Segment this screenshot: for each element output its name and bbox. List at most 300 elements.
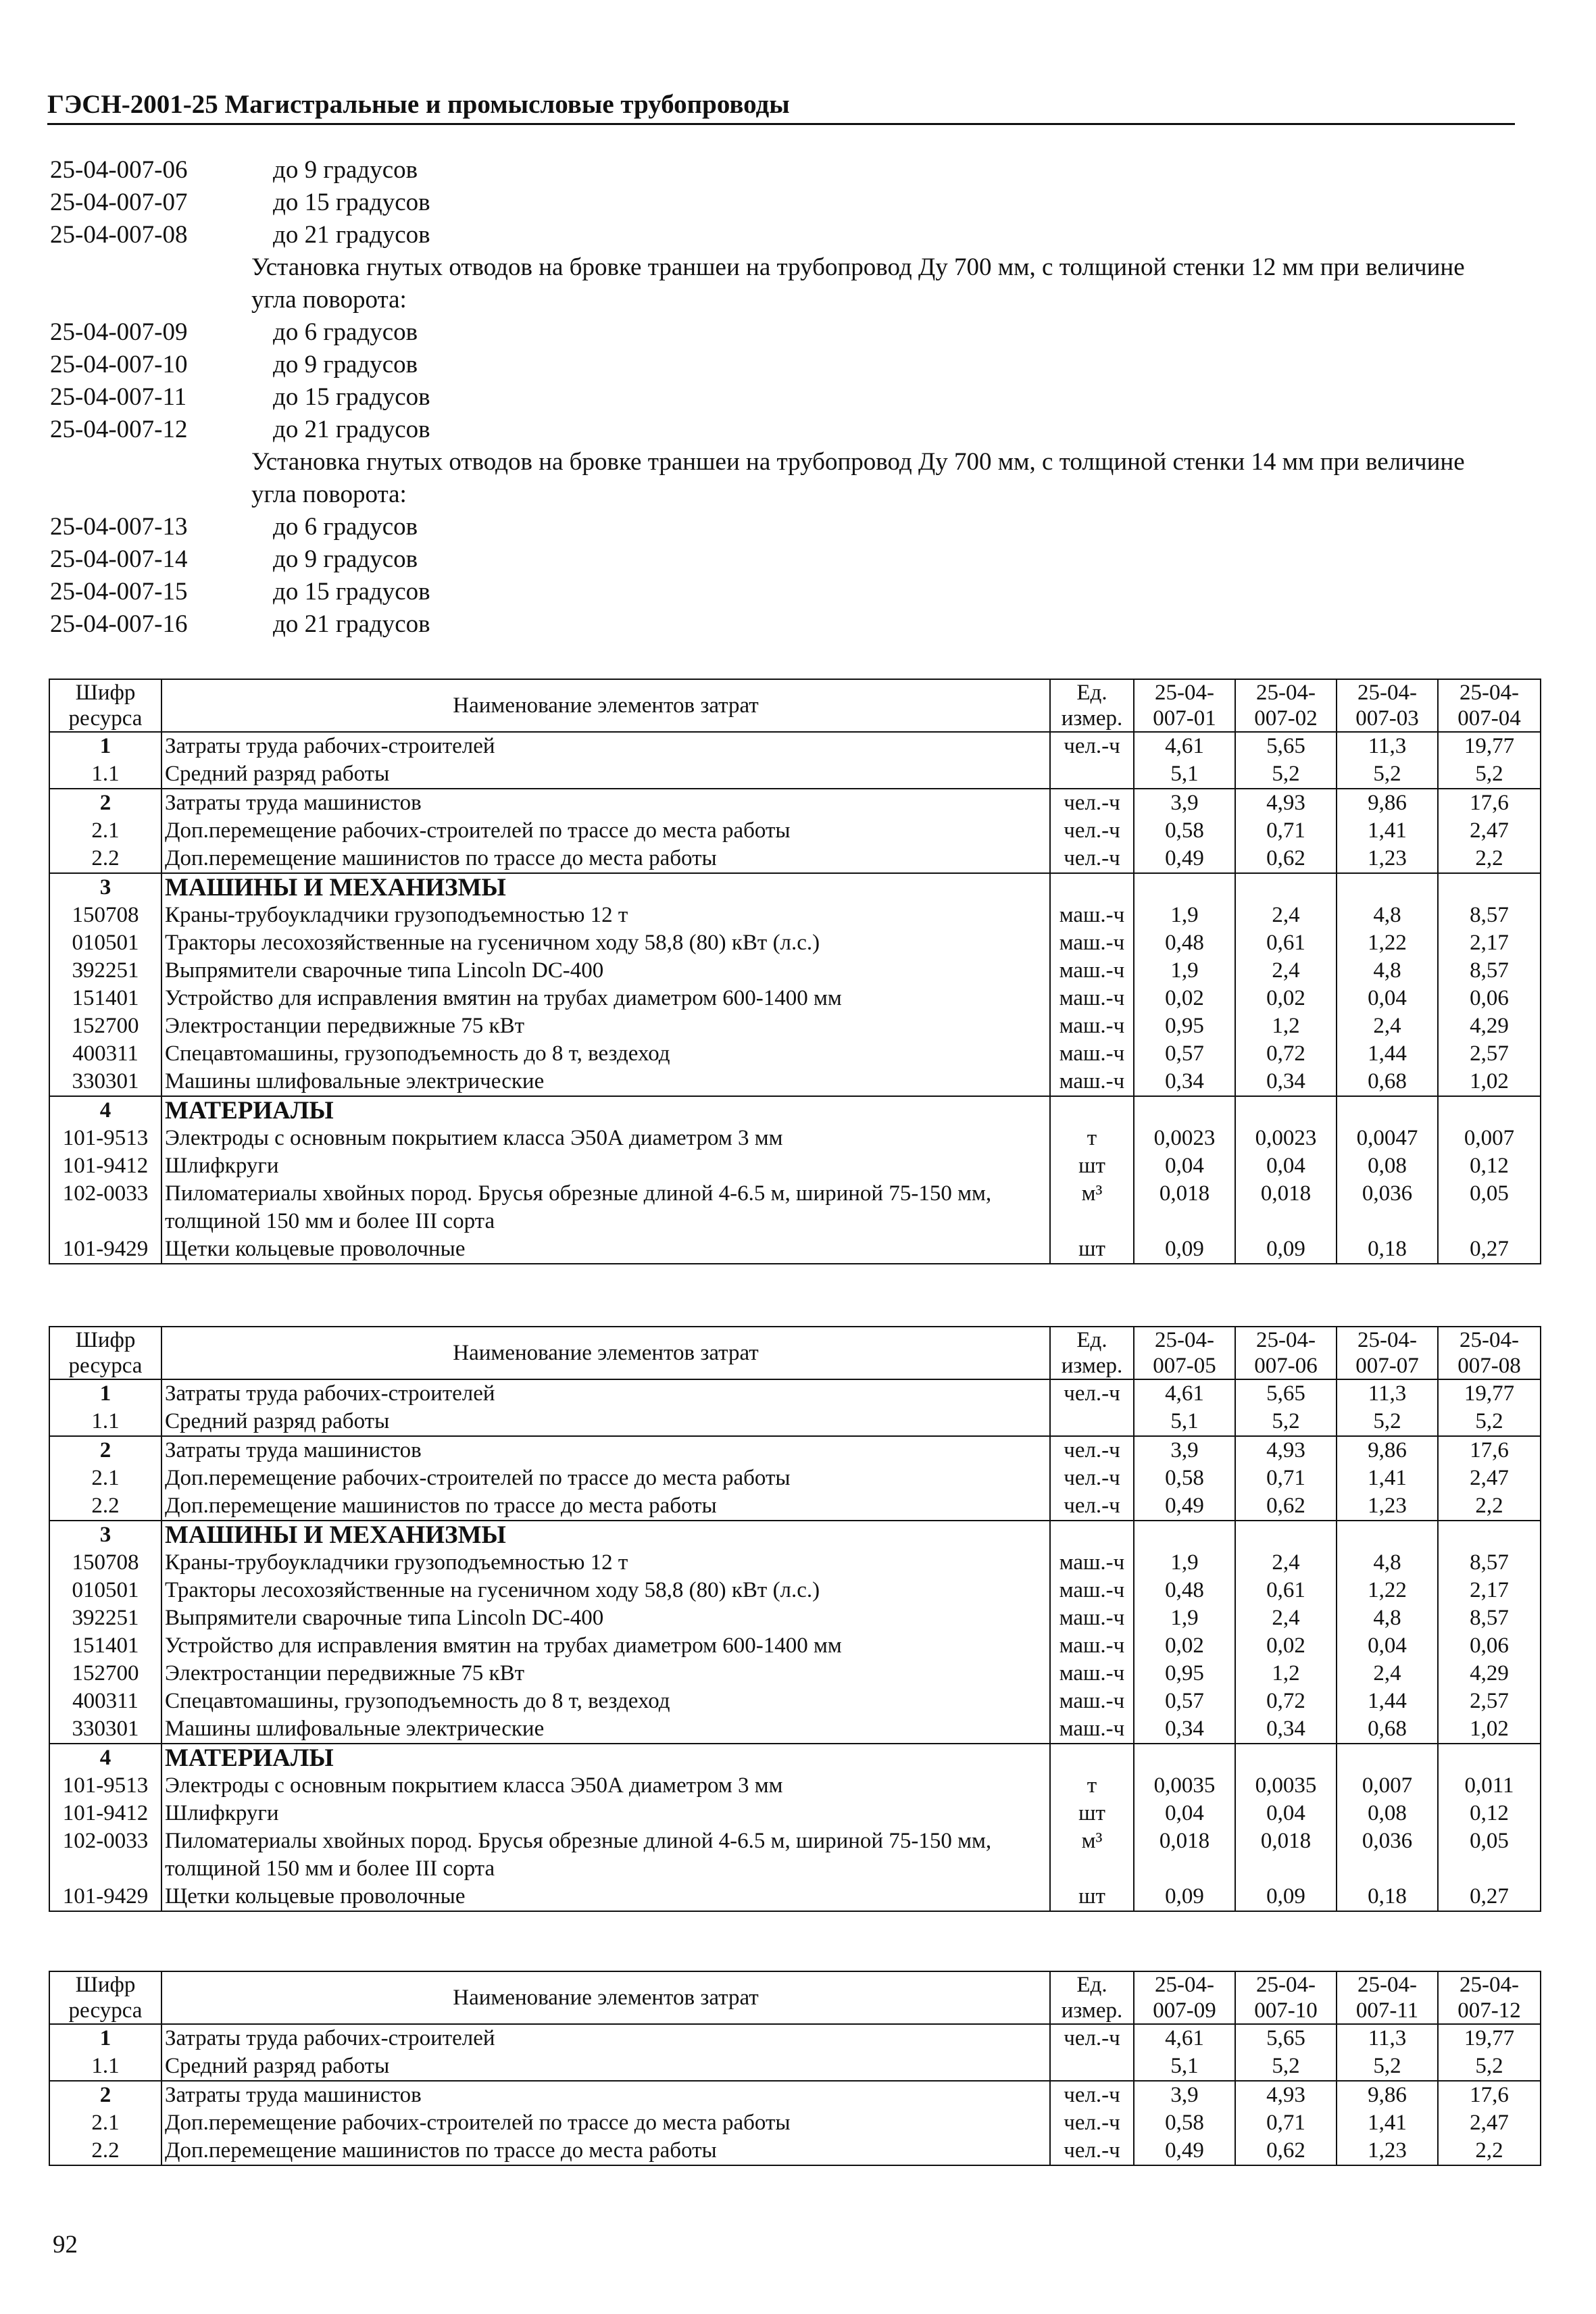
- value: 0,34: [1235, 1715, 1337, 1744]
- intro-item-code: 25-04-007-06: [50, 156, 188, 184]
- value: 0,57: [1134, 1040, 1235, 1068]
- unit: маш.-ч: [1050, 1604, 1134, 1632]
- unit: м³: [1050, 1180, 1134, 1235]
- value: 0,0047: [1337, 1125, 1438, 1152]
- resource-name: Пиломатериалы хвойных пород. Брусья обрезные длиной 4-6.5 м, шириной 75-150 мм, толщиной 150 мм и более III сорта: [161, 1827, 1050, 1883]
- value: 17,6: [1438, 789, 1541, 817]
- header-name: Наименование элементов затрат: [161, 1971, 1050, 2024]
- value: 0,09: [1235, 1235, 1337, 1264]
- value: 11,3: [1337, 732, 1438, 760]
- table-row: [49, 1604, 1541, 1632]
- intro-item-code: 25-04-007-07: [50, 189, 188, 216]
- value: 0,09: [1235, 1883, 1337, 1911]
- table-row: [49, 1492, 1541, 1521]
- unit: м³: [1050, 1827, 1134, 1883]
- value: 1,41: [1337, 817, 1438, 845]
- unit: маш.-ч: [1050, 1660, 1134, 1688]
- value: 4,93: [1235, 789, 1337, 817]
- value: 4,8: [1337, 957, 1438, 985]
- value: 1,22: [1337, 929, 1438, 957]
- resource-code: 1.1: [49, 1408, 161, 1436]
- resource-code: 152700: [49, 1012, 161, 1040]
- header-column: 25-04- 007-08: [1438, 1327, 1541, 1379]
- value: 2,4: [1337, 1012, 1438, 1040]
- table-row: [49, 1800, 1541, 1827]
- resource-code: 101-9513: [49, 1772, 161, 1800]
- value: 0,62: [1235, 2137, 1337, 2165]
- value: 2,47: [1438, 1464, 1541, 1492]
- value: 0,05: [1438, 1827, 1541, 1883]
- value: 0,018: [1235, 1180, 1337, 1235]
- resource-code: 2: [49, 2081, 161, 2109]
- value: 0,27: [1438, 1235, 1541, 1264]
- section-title: МАТЕРИАЛЫ: [161, 1744, 1050, 1772]
- table-row: [49, 1068, 1541, 1096]
- value: 5,2: [1337, 2052, 1438, 2081]
- value: 5,2: [1337, 760, 1438, 789]
- value: 0,57: [1134, 1688, 1235, 1715]
- value: 0,18: [1337, 1235, 1438, 1264]
- value: 5,65: [1235, 2024, 1337, 2052]
- header-column: 25-04- 007-02: [1235, 679, 1337, 732]
- resource-code: 101-9412: [49, 1800, 161, 1827]
- value: 19,77: [1438, 2024, 1541, 2052]
- value: 4,29: [1438, 1660, 1541, 1688]
- resource-name: Доп.перемещение машинистов по трассе до места работы: [161, 1492, 1050, 1521]
- intro-item-text: до 6 градусов: [273, 318, 418, 346]
- value: 2,4: [1235, 902, 1337, 929]
- resource-name: Затраты труда рабочих-строителей: [161, 2024, 1050, 2052]
- value: 5,2: [1235, 2052, 1337, 2081]
- value: 3,9: [1134, 2081, 1235, 2109]
- value: 0,011: [1438, 1772, 1541, 1800]
- value: 1,22: [1337, 1577, 1438, 1604]
- unit: чел.-ч: [1050, 1436, 1134, 1464]
- value: 0,04: [1337, 1632, 1438, 1660]
- value: 0,34: [1134, 1715, 1235, 1744]
- value: [1337, 1521, 1438, 1549]
- value: 8,57: [1438, 1549, 1541, 1577]
- value: 0,34: [1134, 1068, 1235, 1096]
- resource-code: 330301: [49, 1715, 161, 1744]
- table-row: [49, 1688, 1541, 1715]
- value: 19,77: [1438, 1379, 1541, 1408]
- intro-item: [50, 543, 1510, 576]
- unit: [1050, 873, 1134, 902]
- resource-code: 2.1: [49, 817, 161, 845]
- header-code: Шифр ресурса: [49, 679, 161, 732]
- table-row: [49, 1436, 1541, 1464]
- value: 5,2: [1235, 760, 1337, 789]
- value: 0,48: [1134, 1577, 1235, 1604]
- value: 0,018: [1235, 1827, 1337, 1883]
- table-row: [49, 1549, 1541, 1577]
- value: 2,47: [1438, 817, 1541, 845]
- unit: шт: [1050, 1883, 1134, 1911]
- resource-name: Пиломатериалы хвойных пород. Брусья обрезные длиной 4-6.5 м, шириной 75-150 мм, толщиной 150 мм и более III сорта: [161, 1180, 1050, 1235]
- value: 5,65: [1235, 1379, 1337, 1408]
- table-row: [49, 1715, 1541, 1744]
- value: 8,57: [1438, 902, 1541, 929]
- table-row: [49, 985, 1541, 1012]
- table-row: [49, 1040, 1541, 1068]
- intro-item-text: до 15 градусов: [273, 383, 430, 411]
- table-row: [49, 1180, 1541, 1235]
- value: [1337, 1744, 1438, 1772]
- intro-item: [50, 219, 1510, 251]
- intro-item-code: 25-04-007-15: [50, 578, 188, 606]
- resource-name: Выпрямители сварочные типа Lincoln DC-400: [161, 1604, 1050, 1632]
- value: 0,62: [1235, 845, 1337, 873]
- resource-name: Устройство для исправления вмятин на трубах диаметром 600-1400 мм: [161, 985, 1050, 1012]
- table-header-row: [49, 679, 1541, 732]
- value: 5,1: [1134, 2052, 1235, 2081]
- resource-code: 330301: [49, 1068, 161, 1096]
- header-unit: Ед. измер.: [1050, 1971, 1134, 2024]
- unit: чел.-ч: [1050, 789, 1134, 817]
- resource-code: 3: [49, 1521, 161, 1549]
- resource-name: Спецавтомашины, грузоподъемность до 8 т, вездеход: [161, 1040, 1050, 1068]
- value: 0,58: [1134, 817, 1235, 845]
- section-row: [49, 1521, 1541, 1549]
- table-row: [49, 1408, 1541, 1436]
- value: 0,12: [1438, 1800, 1541, 1827]
- resource-code: 2: [49, 1436, 161, 1464]
- header-column: 25-04- 007-05: [1134, 1327, 1235, 1379]
- resource-name: Машины шлифовальные электрические: [161, 1068, 1050, 1096]
- resource-table-1: [49, 679, 1541, 1264]
- header-column: 25-04- 007-04: [1438, 679, 1541, 732]
- resource-code: 4: [49, 1744, 161, 1772]
- value: 0,036: [1337, 1180, 1438, 1235]
- value: 5,2: [1438, 760, 1541, 789]
- resource-name: Электроды с основным покрытием класса Э50А диаметром 3 мм: [161, 1772, 1050, 1800]
- unit: [1050, 1408, 1134, 1436]
- intro-item: [50, 187, 1510, 219]
- value: 0,68: [1337, 1715, 1438, 1744]
- intro-item-text: до 15 градусов: [273, 578, 430, 606]
- intro-item-text: до 21 градусов: [273, 416, 430, 443]
- value: 0,06: [1438, 985, 1541, 1012]
- resource-name: Затраты труда машинистов: [161, 789, 1050, 817]
- resource-code: 4: [49, 1096, 161, 1125]
- value: [1235, 1096, 1337, 1125]
- intro-item-text: до 15 градусов: [273, 189, 430, 216]
- resource-code: 2.2: [49, 1492, 161, 1521]
- unit: маш.-ч: [1050, 985, 1134, 1012]
- value: 1,23: [1337, 1492, 1438, 1521]
- value: [1438, 1096, 1541, 1125]
- table-row: [49, 1012, 1541, 1040]
- value: 0,12: [1438, 1152, 1541, 1180]
- header-code: Шифр ресурса: [49, 1971, 161, 2024]
- value: 0,007: [1337, 1772, 1438, 1800]
- value: 4,8: [1337, 902, 1438, 929]
- intro-item-code: 25-04-007-13: [50, 513, 188, 541]
- intro-item-code: 25-04-007-11: [50, 383, 187, 411]
- unit: маш.-ч: [1050, 1688, 1134, 1715]
- unit: маш.-ч: [1050, 1012, 1134, 1040]
- resource-name: Щетки кольцевые проволочные: [161, 1883, 1050, 1911]
- unit: чел.-ч: [1050, 2024, 1134, 2052]
- value: 4,29: [1438, 1012, 1541, 1040]
- header-column: 25-04- 007-07: [1337, 1327, 1438, 1379]
- resource-code: 2.1: [49, 1464, 161, 1492]
- value: 0,0023: [1134, 1125, 1235, 1152]
- resource-name: Тракторы лесохозяйственные на гусеничном ходу 58,8 (80) кВт (л.с.): [161, 929, 1050, 957]
- value: 0,02: [1235, 1632, 1337, 1660]
- resource-code: 3: [49, 873, 161, 902]
- table-row: [49, 957, 1541, 985]
- resource-name: Тракторы лесохозяйственные на гусеничном ходу 58,8 (80) кВт (л.с.): [161, 1577, 1050, 1604]
- value: 2,57: [1438, 1688, 1541, 1715]
- intro-item-code: 25-04-007-10: [50, 351, 188, 378]
- unit: шт: [1050, 1235, 1134, 1264]
- value: [1235, 1744, 1337, 1772]
- unit: маш.-ч: [1050, 1577, 1134, 1604]
- resource-code: 152700: [49, 1660, 161, 1688]
- intro-item-text: до 6 градусов: [273, 513, 418, 541]
- value: [1235, 873, 1337, 902]
- header-column: 25-04- 007-11: [1337, 1971, 1438, 2024]
- value: 0,61: [1235, 929, 1337, 957]
- unit: чел.-ч: [1050, 2137, 1134, 2165]
- value: [1438, 1744, 1541, 1772]
- value: 0,08: [1337, 1152, 1438, 1180]
- resource-code: 010501: [49, 929, 161, 957]
- section-row: [49, 1096, 1541, 1125]
- resource-code: 1.1: [49, 2052, 161, 2081]
- value: 0,49: [1134, 2137, 1235, 2165]
- table-row: [49, 1632, 1541, 1660]
- header-column: 25-04- 007-03: [1337, 679, 1438, 732]
- table-row: [49, 2137, 1541, 2165]
- resource-code: 2.2: [49, 845, 161, 873]
- value: 1,41: [1337, 1464, 1438, 1492]
- value: 4,61: [1134, 2024, 1235, 2052]
- header-rule: [47, 123, 1515, 125]
- value: 5,2: [1438, 2052, 1541, 2081]
- value: 0,0035: [1235, 1772, 1337, 1800]
- value: 4,61: [1134, 1379, 1235, 1408]
- intro-item-text: до 9 градусов: [273, 351, 418, 378]
- header-unit: Ед. измер.: [1050, 679, 1134, 732]
- value: 8,57: [1438, 957, 1541, 985]
- intro-item-code: 25-04-007-12: [50, 416, 188, 443]
- resource-name: Шлифкруги: [161, 1152, 1050, 1180]
- page-number: 92: [53, 2231, 78, 2259]
- table-row: [49, 817, 1541, 845]
- value: 5,2: [1438, 1408, 1541, 1436]
- value: 0,49: [1134, 845, 1235, 873]
- header-name: Наименование элементов затрат: [161, 679, 1050, 732]
- value: 0,06: [1438, 1632, 1541, 1660]
- value: 1,23: [1337, 845, 1438, 873]
- intro-item-code: 25-04-007-14: [50, 545, 188, 573]
- table-row: [49, 929, 1541, 957]
- table-header-row: [49, 1971, 1541, 2024]
- resource-name: Спецавтомашины, грузоподъемность до 8 т, вездеход: [161, 1688, 1050, 1715]
- value: 11,3: [1337, 1379, 1438, 1408]
- resource-code: 2.1: [49, 2109, 161, 2137]
- resource-name: Доп.перемещение рабочих-строителей по трассе до места работы: [161, 1464, 1050, 1492]
- table-row: [49, 2052, 1541, 2081]
- value: [1438, 873, 1541, 902]
- intro-item-text: до 21 градусов: [273, 610, 430, 638]
- unit: чел.-ч: [1050, 1492, 1134, 1521]
- unit: шт: [1050, 1152, 1134, 1180]
- resource-name: Затраты труда машинистов: [161, 1436, 1050, 1464]
- section-row: [49, 1744, 1541, 1772]
- intro-item: [50, 576, 1510, 608]
- resource-code: 102-0033: [49, 1180, 161, 1235]
- header-unit: Ед. измер.: [1050, 1327, 1134, 1379]
- value: 2,4: [1337, 1660, 1438, 1688]
- unit: [1050, 1744, 1134, 1772]
- value: [1337, 1096, 1438, 1125]
- table-row: [49, 1827, 1541, 1883]
- resource-name: Электростанции передвижные 75 кВт: [161, 1660, 1050, 1688]
- value: 2,2: [1438, 845, 1541, 873]
- value: 5,65: [1235, 732, 1337, 760]
- table-row: [49, 1464, 1541, 1492]
- resource-name: Средний разряд работы: [161, 760, 1050, 789]
- value: 2,4: [1235, 1549, 1337, 1577]
- value: 5,1: [1134, 760, 1235, 789]
- value: 2,17: [1438, 1577, 1541, 1604]
- resource-name: Затраты труда рабочих-строителей: [161, 732, 1050, 760]
- value: 0,95: [1134, 1660, 1235, 1688]
- value: 0,58: [1134, 2109, 1235, 2137]
- value: 1,41: [1337, 2109, 1438, 2137]
- table-row: [49, 1772, 1541, 1800]
- resource-name: Доп.перемещение рабочих-строителей по трассе до места работы: [161, 2109, 1050, 2137]
- resource-code: 1: [49, 2024, 161, 2052]
- value: 3,9: [1134, 789, 1235, 817]
- resource-code: 1: [49, 1379, 161, 1408]
- unit: маш.-ч: [1050, 1632, 1134, 1660]
- unit: [1050, 2052, 1134, 2081]
- table-row: [49, 1152, 1541, 1180]
- intro-item-code: 25-04-007-09: [50, 318, 188, 346]
- value: 0,04: [1337, 985, 1438, 1012]
- value: 1,9: [1134, 902, 1235, 929]
- table-header-row: [49, 1327, 1541, 1379]
- value: 2,57: [1438, 1040, 1541, 1068]
- resource-code: 150708: [49, 902, 161, 929]
- value: 0,02: [1134, 985, 1235, 1012]
- value: 0,018: [1134, 1827, 1235, 1883]
- unit: [1050, 1521, 1134, 1549]
- table-row: [49, 2109, 1541, 2137]
- intro-note: Установка гнутых отводов на бровке траншеи на трубопровод Ду 700 мм, с толщиной стенки 14 мм при величине угла поворота:: [251, 448, 1465, 508]
- value: 1,02: [1438, 1068, 1541, 1096]
- resource-name: Щетки кольцевые проволочные: [161, 1235, 1050, 1264]
- value: 0,48: [1134, 929, 1235, 957]
- unit: [1050, 1096, 1134, 1125]
- value: 0,34: [1235, 1068, 1337, 1096]
- value: 1,44: [1337, 1688, 1438, 1715]
- resource-code: 150708: [49, 1549, 161, 1577]
- value: 5,2: [1235, 1408, 1337, 1436]
- value: 2,4: [1235, 1604, 1337, 1632]
- value: 17,6: [1438, 2081, 1541, 2109]
- table-row: [49, 1379, 1541, 1408]
- unit: чел.-ч: [1050, 817, 1134, 845]
- value: 3,9: [1134, 1436, 1235, 1464]
- table-row: [49, 2081, 1541, 2109]
- resource-name: Устройство для исправления вмятин на трубах диаметром 600-1400 мм: [161, 1632, 1050, 1660]
- value: [1235, 1521, 1337, 1549]
- value: [1134, 1744, 1235, 1772]
- value: 11,3: [1337, 2024, 1438, 2052]
- resource-name: Средний разряд работы: [161, 2052, 1050, 2081]
- intro-item: [50, 154, 1510, 187]
- value: 0,04: [1134, 1152, 1235, 1180]
- resource-code: 102-0033: [49, 1827, 161, 1883]
- value: 2,2: [1438, 2137, 1541, 2165]
- value: 0,58: [1134, 1464, 1235, 1492]
- value: 0,036: [1337, 1827, 1438, 1883]
- value: 1,02: [1438, 1715, 1541, 1744]
- unit: чел.-ч: [1050, 1379, 1134, 1408]
- resource-name: Затраты труда машинистов: [161, 2081, 1050, 2109]
- intro-item: [50, 316, 1510, 349]
- resource-code: 2.2: [49, 2137, 161, 2165]
- value: 1,9: [1134, 1549, 1235, 1577]
- value: 0,18: [1337, 1883, 1438, 1911]
- value: 0,09: [1134, 1883, 1235, 1911]
- section-title: МАШИНЫ И МЕХАНИЗМЫ: [161, 873, 1050, 902]
- resource-code: 392251: [49, 957, 161, 985]
- resource-code: 400311: [49, 1040, 161, 1068]
- intro-item: [50, 381, 1510, 414]
- value: 0,61: [1235, 1577, 1337, 1604]
- value: 4,8: [1337, 1549, 1438, 1577]
- value: 0,05: [1438, 1180, 1541, 1235]
- unit: маш.-ч: [1050, 929, 1134, 957]
- value: 0,71: [1235, 1464, 1337, 1492]
- intro-item: [50, 511, 1510, 543]
- value: 0,0023: [1235, 1125, 1337, 1152]
- resource-name: Выпрямители сварочные типа Lincoln DC-400: [161, 957, 1050, 985]
- section-title: МАШИНЫ И МЕХАНИЗМЫ: [161, 1521, 1050, 1549]
- unit: чел.-ч: [1050, 2109, 1134, 2137]
- resource-table-2: [49, 1326, 1541, 1912]
- value: 2,17: [1438, 929, 1541, 957]
- unit: т: [1050, 1125, 1134, 1152]
- value: 1,44: [1337, 1040, 1438, 1068]
- resource-name: Доп.перемещение машинистов по трассе до места работы: [161, 2137, 1050, 2165]
- value: [1134, 1521, 1235, 1549]
- value: 4,61: [1134, 732, 1235, 760]
- value: 0,71: [1235, 817, 1337, 845]
- value: 0,09: [1134, 1235, 1235, 1264]
- resource-code: 1: [49, 732, 161, 760]
- unit: чел.-ч: [1050, 2081, 1134, 2109]
- intro-item-text: до 21 градусов: [273, 221, 430, 249]
- resource-code: 101-9429: [49, 1235, 161, 1264]
- table-row: [49, 1235, 1541, 1264]
- resource-table-3: [49, 1971, 1541, 2166]
- resource-name: Краны-трубоукладчики грузоподъемностью 12 т: [161, 1549, 1050, 1577]
- resource-name: Доп.перемещение рабочих-строителей по трассе до места работы: [161, 817, 1050, 845]
- section-row: [49, 873, 1541, 902]
- unit: чел.-ч: [1050, 732, 1134, 760]
- intro-item: [50, 414, 1510, 446]
- resource-code: 400311: [49, 1688, 161, 1715]
- header-column: 25-04- 007-09: [1134, 1971, 1235, 2024]
